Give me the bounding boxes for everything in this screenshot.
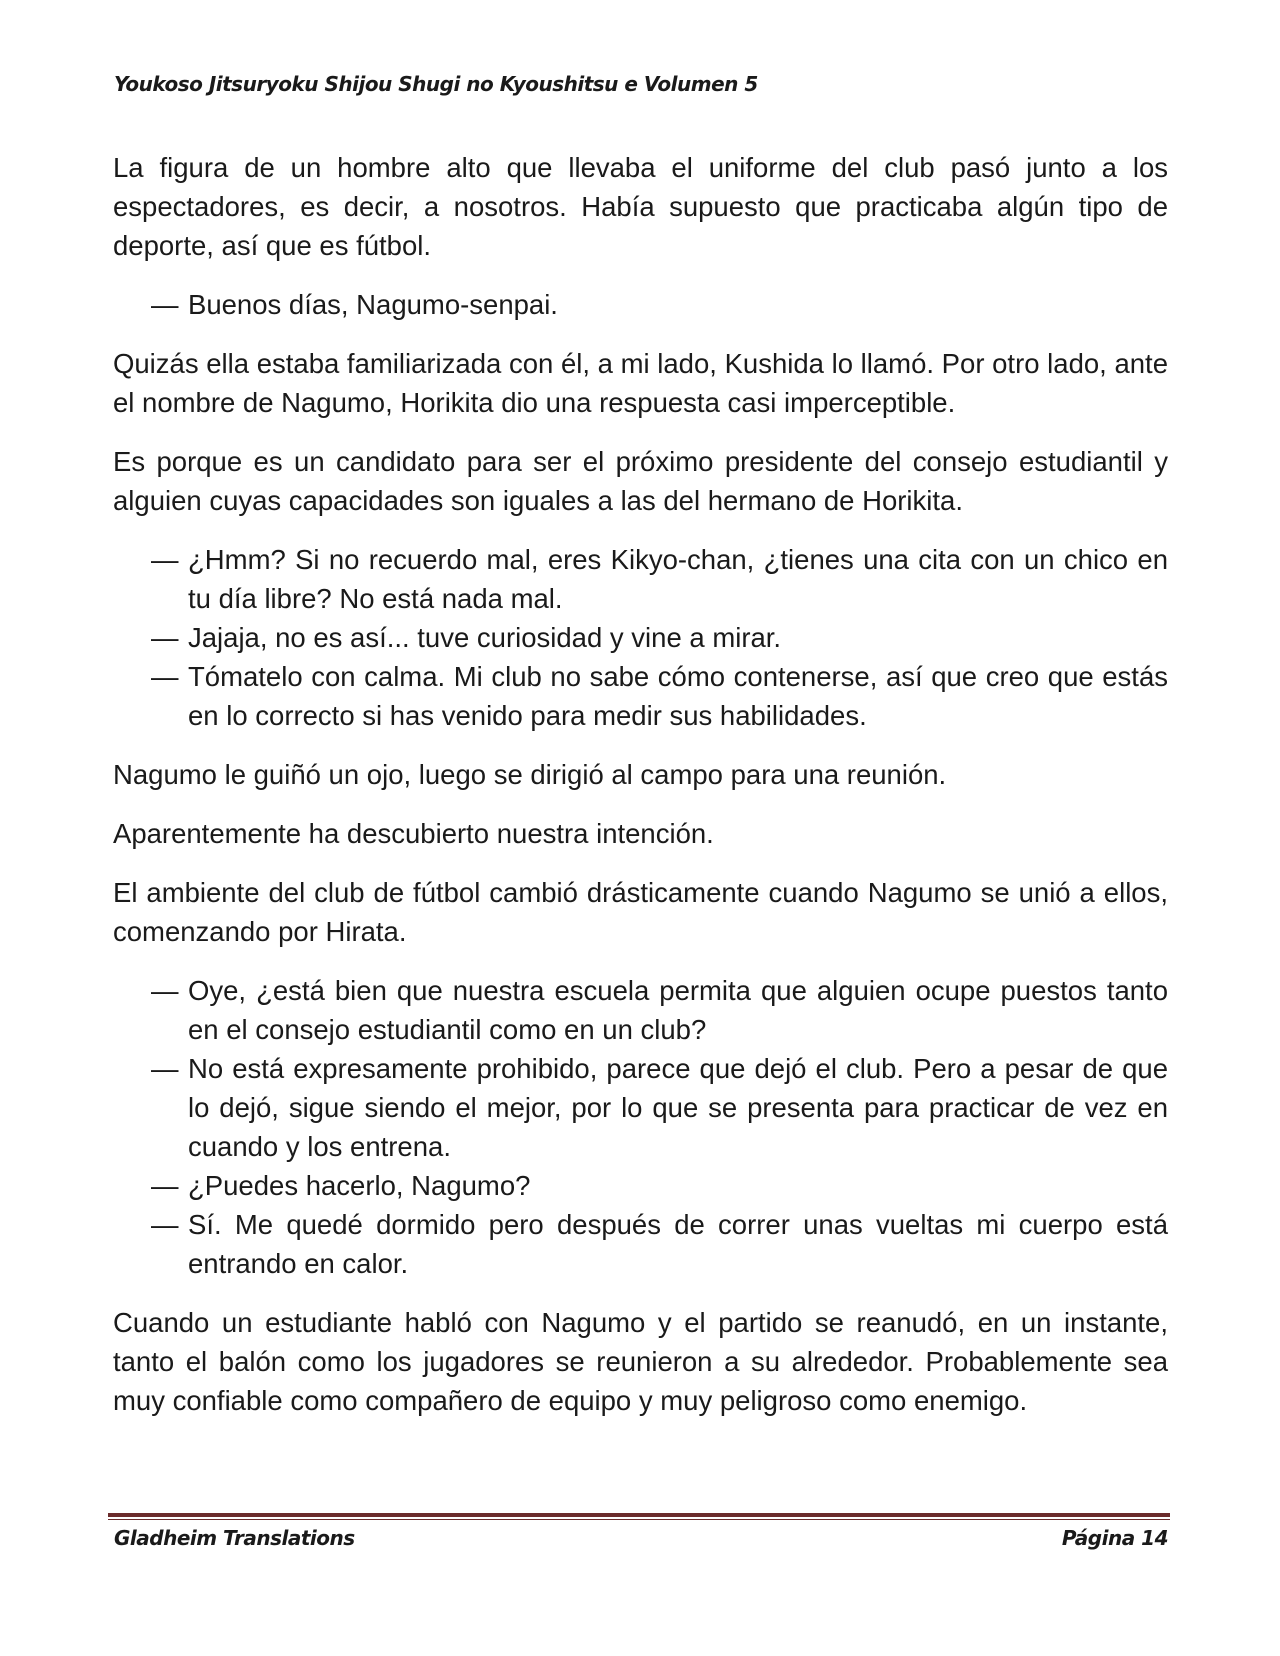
dialogue-dash: —	[151, 1053, 179, 1084]
dialogue-block-2	[113, 540, 1168, 735]
paragraph-6: El ambiente del club de fútbol cambió drásticamente cuando Nagumo se unió a ellos, comenzando por Hirata.	[113, 877, 1168, 947]
dialogue-text: ¿Puedes hacerlo, Nagumo?	[188, 1170, 531, 1201]
paragraph-4: Nagumo le guiñó un ojo, luego se dirigió al campo para una reunión.	[113, 759, 947, 790]
footer-divider-thick	[108, 1513, 1170, 1517]
dialogue-line	[113, 1205, 1168, 1283]
dialogue-dash: —	[151, 1170, 179, 1201]
page-header-title: Youkoso Jitsuryoku Shijou Shugi no Kyoushitsu e Volumen 5	[114, 72, 758, 96]
dialogue-text: Sí. Me quedé dormido pero después de correr unas vueltas mi cuerpo está entrando en calor.	[188, 1209, 1168, 1279]
paragraph-2: Quizás ella estaba familiarizada con él, a mi lado, Kushida lo llamó. Por otro lado, ante el nombre de Nagumo, Horikita dio una respuesta casi imperceptible.	[113, 348, 1168, 418]
paragraph-5: Aparentemente ha descubierto nuestra intención.	[113, 818, 714, 849]
footer-divider	[108, 1513, 1170, 1521]
dialogue-line	[113, 540, 1168, 618]
paragraph-7: Cuando un estudiante habló con Nagumo y el partido se reanudó, en un instante, tanto el balón como los jugadores se reunieron a su alrededor. Probablemente sea muy confiable como compañero de equipo y muy peligroso como enemigo.	[113, 1307, 1168, 1416]
dialogue-text: No está expresamente prohibido, parece que dejó el club. Pero a pesar de que lo dejó, sigue siendo el mejor, por lo que se presenta para practicar de vez en cuando y los entrena.	[188, 1053, 1168, 1162]
dialogue-block-3	[113, 971, 1168, 1283]
dialogue-text: Buenos días, Nagumo-senpai.	[188, 289, 558, 320]
page-body	[113, 148, 1168, 1440]
dialogue-line	[113, 1166, 1168, 1205]
dialogue-line	[113, 285, 1168, 324]
footer-page-number: Página 14	[1061, 1526, 1168, 1550]
dialogue-dash: —	[151, 1209, 179, 1240]
dialogue-dash: —	[151, 289, 179, 320]
dialogue-text: Jajaja, no es así... tuve curiosidad y vine a mirar.	[188, 622, 782, 653]
dialogue-dash: —	[151, 661, 179, 692]
paragraph-1: La figura de un hombre alto que llevaba el uniforme del club pasó junto a los espectadores, es decir, a nosotros. Había supuesto que practicaba algún tipo de deporte, así que es fútbol.	[113, 152, 1168, 261]
dialogue-dash: —	[151, 622, 179, 653]
dialogue-line	[113, 971, 1168, 1049]
dialogue-line	[113, 618, 1168, 657]
dialogue-dash: —	[151, 544, 179, 575]
footer-divider-thin	[108, 1519, 1170, 1520]
dialogue-block-1	[113, 285, 1168, 324]
dialogue-text: Tómatelo con calma. Mi club no sabe cómo contenerse, así que creo que estás en lo correcto si has venido para medir sus habilidades.	[188, 661, 1168, 731]
dialogue-line	[113, 1049, 1168, 1166]
dialogue-dash: —	[151, 975, 179, 1006]
paragraph-3: Es porque es un candidato para ser el próximo presidente del consejo estudiantil y alguien cuyas capacidades son iguales a las del hermano de Horikita.	[113, 446, 1168, 516]
dialogue-line	[113, 657, 1168, 735]
dialogue-text: Oye, ¿está bien que nuestra escuela permita que alguien ocupe puestos tanto en el consejo estudiantil como en un club?	[188, 975, 1168, 1045]
footer-translator: Gladheim Translations	[114, 1526, 355, 1550]
dialogue-text: ¿Hmm? Si no recuerdo mal, eres Kikyo-chan, ¿tienes una cita con un chico en tu día libre? No está nada mal.	[188, 544, 1168, 614]
